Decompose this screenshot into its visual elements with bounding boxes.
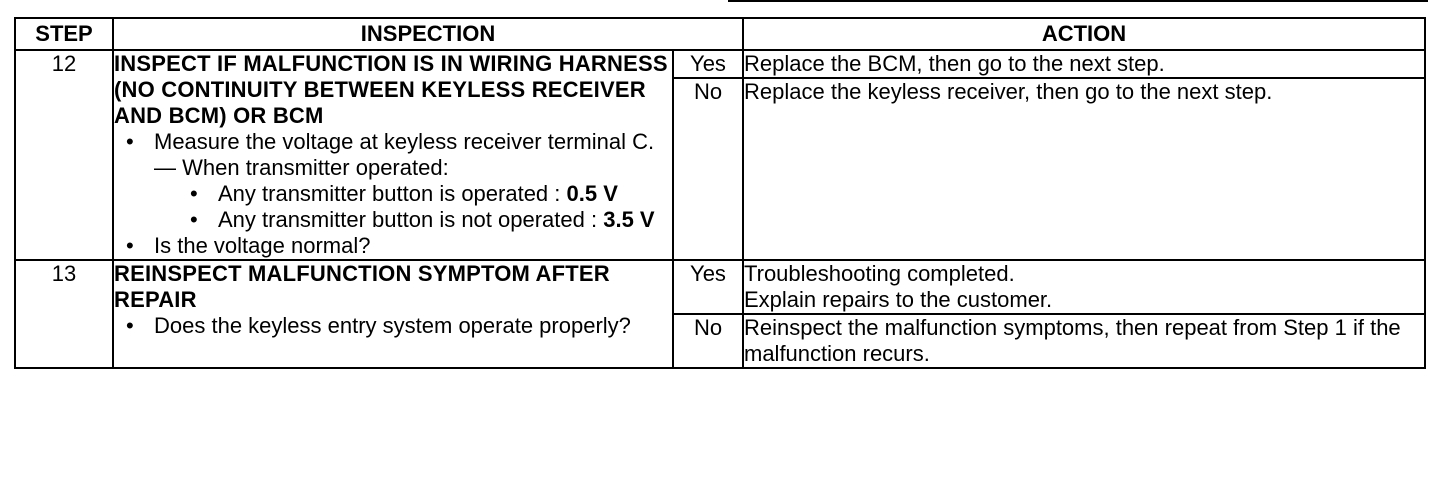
header-row	[15, 18, 1425, 50]
inspection-bullet: • Measure the voltage at keyless receiver terminal C.	[114, 129, 672, 155]
no-label: No	[673, 78, 743, 260]
inspection-sub-bullets	[114, 181, 672, 233]
sub-bullet-text: Any transmitter button is operated :	[218, 181, 567, 206]
yes-action	[743, 260, 1425, 314]
step-number: 12	[15, 50, 113, 260]
header-inspection: INSPECTION	[113, 18, 743, 50]
yes-action-line: Troubleshooting completed.	[744, 261, 1015, 286]
yes-action-line: Explain repairs to the customer.	[744, 287, 1053, 312]
inspection-sub-bullet	[114, 207, 672, 233]
table-row	[15, 260, 1425, 314]
inspection-cell	[113, 260, 673, 368]
yes-label: Yes	[673, 260, 743, 314]
step-number: 13	[15, 260, 113, 368]
sub-bullet-value: 0.5 V	[566, 181, 618, 206]
header-action: ACTION	[743, 18, 1425, 50]
sub-bullet-text: Any transmitter button is not operated :	[218, 207, 604, 232]
no-action: Reinspect the malfunction symptoms, then repeat from Step 1 if the malfunction recurs.	[743, 314, 1425, 368]
no-label: No	[673, 314, 743, 368]
inspection-title: INSPECT IF MALFUNCTION IS IN WIRING HARNESS (NO CONTINUITY BETWEEN KEYLESS RECEIVER AND BCM) OR BCM	[114, 51, 668, 128]
no-action: Replace the keyless receiver, then go to the next step.	[743, 78, 1425, 260]
troubleshooting-table	[14, 17, 1426, 369]
header-step: STEP	[15, 18, 113, 50]
inspection-bullet: • Is the voltage normal?	[114, 233, 672, 259]
table-row	[15, 50, 1425, 78]
inspection-bullets	[114, 233, 672, 259]
inspection-bullet: • Does the keyless entry system operate properly?	[114, 313, 672, 339]
sub-bullet-value: 3.5 V	[603, 207, 655, 232]
inspection-title: REINSPECT MALFUNCTION SYMPTOM AFTER REPAIR	[114, 261, 610, 312]
yes-label: Yes	[673, 50, 743, 78]
inspection-dash-item: — When transmitter operated:	[154, 155, 449, 180]
top-rule	[728, 0, 1428, 2]
inspection-cell	[113, 50, 673, 260]
inspection-sub-bullet	[114, 181, 672, 207]
yes-action: Replace the BCM, then go to the next step.	[743, 50, 1425, 78]
inspection-bullets	[114, 129, 672, 155]
inspection-bullets	[114, 313, 672, 339]
